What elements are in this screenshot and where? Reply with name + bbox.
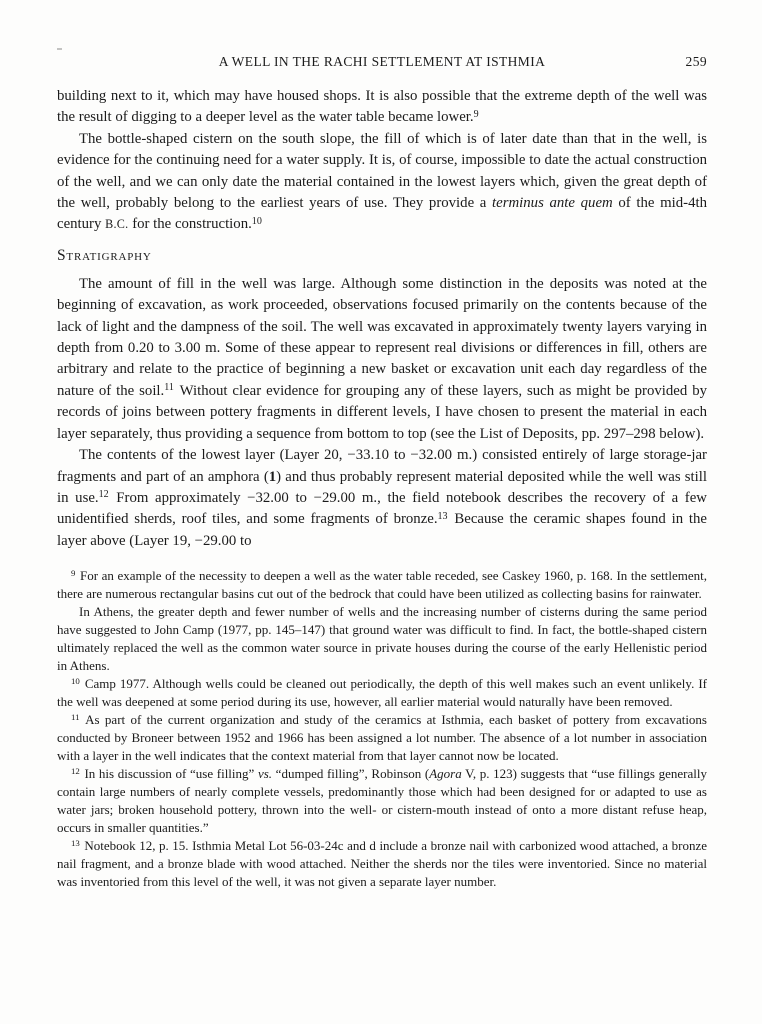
footnotes-block (57, 567, 707, 891)
page-number: 259 (685, 54, 707, 69)
footnote-13: $^{13}$ Notebook 12, p. 15. Isthmia Metal Lot 56-03-24c and d include a bronze nail with carbonized wood attached, a bronze nail fragment, and a bronze blade with wood attached. Neither the sherds nor the tiles were inventoried. Since no material was inventoried from this level of the well, it was not given a separate layer number. (57, 838, 707, 890)
body-paragraph-fill: The amount of fill in the well was large. Although some distinction in the deposits was noted at the beginning of excavation, as work proceeded, observations focused primarily on the contents because of the lack of light and the dampness of the soil. The well was excavated in approximately twenty layers varying in depth from 0.20 to 3.00 m. Some of these appear to represent real divisions or differences in fill, others are arbitrary and relate to the practice of beginning a new basket or excavation unit each day regardless of the nature of the soil.$^{11}$ Without clear evidence for grouping any of these layers, such as might be provided by records of joins between pottery fragments in different levels, I have chosen to present the material in each layer separately, thus providing a sequence from bottom to top (see the List of Deposits, pp. 297–298 below). (57, 275, 707, 442)
footnote-9: $^9$ For an example of the necessity to deepen a well as the water table receded, see Caskey 1960, p. 168. In the settlement, there are numerous rectangular basins cut out of the bedrock that could have been utilized as collecting basins for rainwater. (57, 568, 707, 602)
footnote-10: $^{10}$ Camp 1977. Although wells could be cleaned out periodically, the depth of this well makes such an event unlikely. If the well was deepened at some period during its use, however, all earlier material would naturally have been removed. (57, 676, 707, 710)
article-body (57, 86, 707, 552)
footnote-11: $^{11}$ As part of the current organization and study of the ceramics at Isthmia, each basket of pottery from excavations conducted by Broneer between 1952 and 1966 has been assigned a lot number. The absence of a lot number in association with a layer in the well indicates that the context material from that layer cannot now be located. (57, 712, 707, 764)
body-paragraph-cistern: The bottle-shaped cistern on the south slope, the fill of which is of later date than that in the well, is evidence for the continuing need for a water supply. It is, of course, impossible to date the actual construction of the well, and we can only date the material contained in the lowest layers which, given the great depth of the well, probably belong to the earliest years of use. They provide a terminus ante quem of the mid-4th century B.C. for the construction.$^{10}$ (57, 130, 707, 233)
body-paragraph-lowest-layer: The contents of the lowest layer (Layer 20, −33.10 to −32.00 m.) consisted entirely of large storage-jar fragments and part of an amphora (1) and thus probably represent material deposited while the well was still in use.$^{12}$ From approximately −32.00 to −29.00 m., the field notebook describes the recovery of a few unidentified sherds, roof tiles, and some fragments of bronze.$^{13}$ Because the ceramic shapes found in the layer above (Layer 19, −29.00 to (57, 447, 708, 549)
page-content (57, 86, 707, 891)
running-header (57, 54, 707, 71)
section-heading-stratigraphy: Stratigraphy (57, 246, 152, 264)
scan-artifact (57, 48, 62, 50)
footnote-12: $^{12}$ In his discussion of “use filling” vs. “dumped filling”, Robinson (Agora V, p. 123) suggests that “use fillings generally contain large numbers of nearly complete vessels, predominantly those which had been designed for or adapted to use as water jars; broken household pottery, thrown into the well- or cistern-mouth instead of onto a more distant refuse heap, occurs in smaller quantities.” (57, 766, 707, 836)
footnote-9-continued: In Athens, the greater depth and fewer number of wells and the increasing number of cisterns during the same period have suggested to John Camp (1977, pp. 145–147) that ground water was difficult to find. In fact, the bottle-shaped cistern ultimately replaced the well as the common water source in private houses during the course of the early Hellenistic period in Athens. (57, 604, 707, 674)
running-header-title: A WELL IN THE RACHI SETTLEMENT AT ISTHMIA (218, 54, 546, 69)
body-paragraph-continuation: building next to it, which may have housed shops. It is also possible that the extreme depth of the well was the result of digging to a deeper level as the water table became lower.$^9$ (57, 88, 707, 126)
